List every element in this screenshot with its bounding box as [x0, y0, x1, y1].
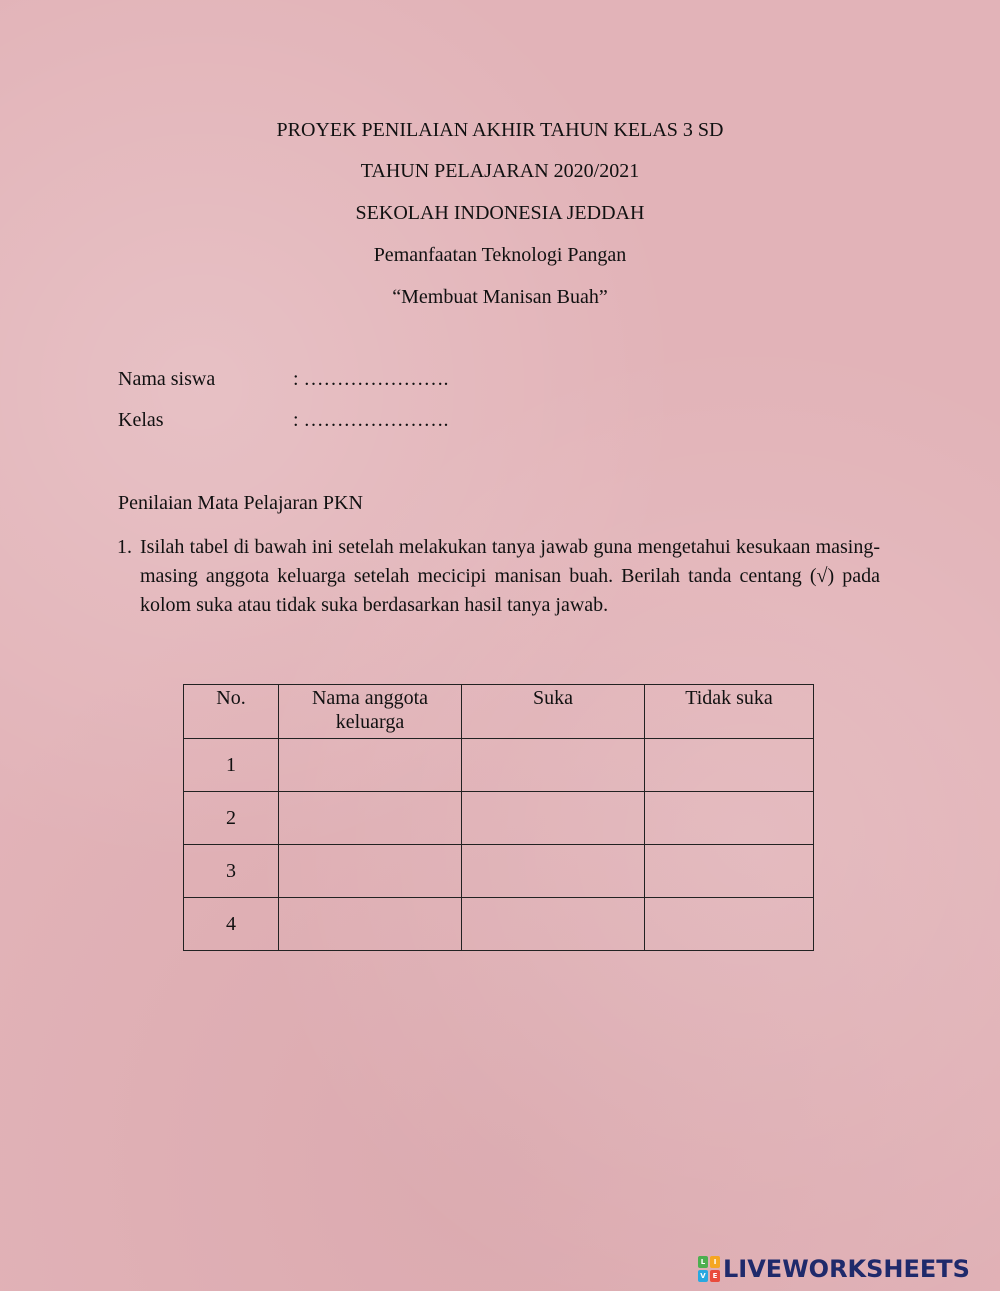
family-member-cell[interactable]	[279, 792, 462, 845]
like-cell[interactable]	[462, 792, 645, 845]
class-label: Kelas	[118, 409, 164, 431]
table-row	[184, 898, 814, 951]
like-cell[interactable]	[462, 845, 645, 898]
subtitle-line-1: Pemanfaatan Teknologi Pangan	[373, 244, 627, 266]
row-number: 1	[184, 739, 279, 792]
question-text: Isilah tabel di bawah ini setelah melakukan tanya jawab guna mengetahui kesukaan masing-masing anggota keluarga setelah mecicipi manisan buah. Berilah tanda centang (√) pada kolom suka atau tidak suka berdasarkan hasil tanya jawab.	[140, 536, 880, 616]
header-no: No.	[184, 685, 279, 739]
header-family-member-text: Nama anggota keluarga	[311, 687, 429, 733]
table-row	[184, 845, 814, 898]
question-number: 1.	[117, 536, 132, 558]
liveworksheets-wordmark: LIVEWORKSHEETS	[723, 1255, 970, 1283]
family-member-cell[interactable]	[279, 845, 462, 898]
answer-table	[183, 684, 814, 951]
dislike-cell[interactable]	[645, 792, 814, 845]
like-cell[interactable]	[462, 739, 645, 792]
dislike-cell[interactable]	[645, 898, 814, 951]
dislike-cell[interactable]	[645, 845, 814, 898]
header-family-member	[279, 685, 462, 739]
table-header-row	[184, 685, 814, 739]
title-line-3: SEKOLAH INDONESIA JEDDAH	[355, 202, 645, 224]
row-number: 4	[184, 898, 279, 951]
subtitle-line-2: “Membuat Manisan Buah”	[392, 286, 608, 308]
table-row	[184, 792, 814, 845]
dislike-cell[interactable]	[645, 739, 814, 792]
logo-tile: E	[710, 1270, 720, 1282]
like-cell[interactable]	[462, 898, 645, 951]
row-number: 3	[184, 845, 279, 898]
logo-tile: I	[710, 1256, 720, 1268]
header-like: Suka	[462, 685, 645, 739]
header-dislike: Tidak suka	[645, 685, 814, 739]
logo-tile: V	[698, 1270, 708, 1282]
row-number: 2	[184, 792, 279, 845]
title-line-1: PROYEK PENILAIAN AKHIR TAHUN KELAS 3 SD	[276, 119, 724, 141]
name-field[interactable]: : ………………….	[293, 368, 449, 390]
name-label: Nama siswa	[118, 368, 216, 390]
title-line-2: TAHUN PELAJARAN 2020/2021	[360, 160, 640, 182]
liveworksheets-logo-icon	[698, 1256, 720, 1282]
family-member-cell[interactable]	[279, 739, 462, 792]
section-title: Penilaian Mata Pelajaran PKN	[118, 492, 363, 514]
liveworksheets-brand[interactable]	[698, 1255, 970, 1283]
family-member-cell[interactable]	[279, 898, 462, 951]
table-row	[184, 739, 814, 792]
logo-tile: L	[698, 1256, 708, 1268]
class-field[interactable]: : ………………….	[293, 409, 449, 431]
